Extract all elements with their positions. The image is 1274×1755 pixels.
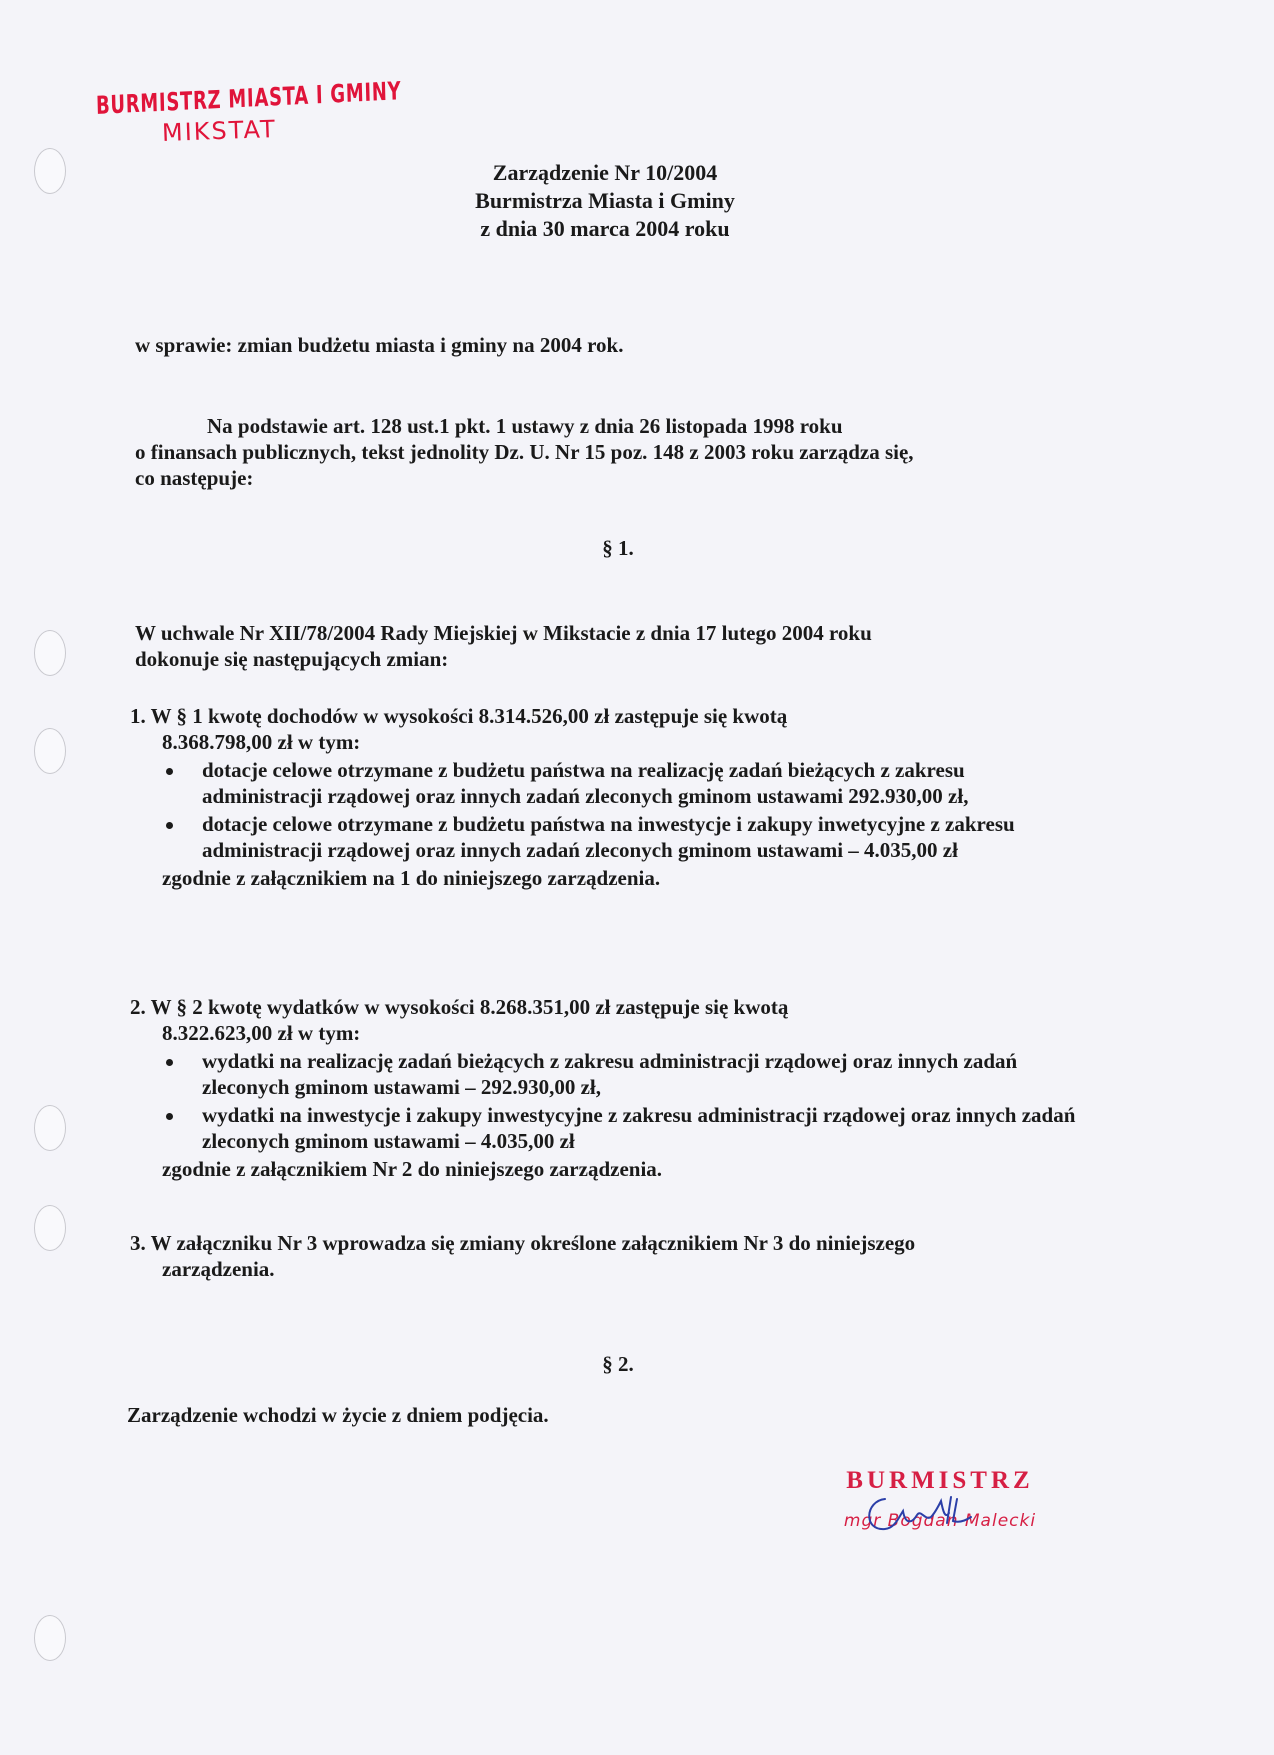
punch-hole [34, 1615, 66, 1661]
intro-paragraph [135, 620, 1085, 672]
signatory-name: mgr Bogdan Malecki [843, 1511, 1037, 1531]
document-header [420, 159, 790, 243]
office-stamp [95, 76, 520, 147]
bullet-icon [166, 1113, 173, 1120]
section-1-heading: § 1. [602, 536, 634, 560]
handwritten-signature-icon [855, 1487, 995, 1547]
punch-hole [34, 148, 66, 194]
final-provision: Zarządzenie wchodzi w życie z dniem podjęcia. [127, 1403, 549, 1427]
change-item-3 [130, 1230, 1110, 1282]
bullet-icon [166, 1059, 173, 1066]
header-title: Zarządzenie Nr 10/2004 [492, 160, 718, 185]
bullet-text: wydatki na realizację zadań bieżących z zakresu administracji rządowej oraz innych zadań zleconych gminom ustawami – 292.930,00 zł, [202, 1049, 1018, 1099]
basis-line-1: Na podstawie art. 128 ust.1 pkt. 1 ustawy z dnia 26 listopada 1998 roku [207, 414, 843, 438]
item1-lead-amount: 8.368.798,00 zł w tym: [162, 730, 361, 754]
bullet-icon [166, 768, 173, 775]
item2-bullet-list [130, 1048, 1080, 1154]
item1-closing: zgodnie z załącznikiem na 1 do niniejszego zarządzenia. [162, 866, 661, 890]
list-item [130, 1048, 1080, 1100]
item3-lead-cont: zarządzenia. [162, 1257, 275, 1281]
bullet-text: wydatki na inwestycje i zakupy inwestycyjne z zakresu administracji rządowej oraz innych zadań zleconych gminom ustawami – 4.035,00 zł [202, 1103, 1076, 1153]
item2-closing: zgodnie z załącznikiem Nr 2 do niniejszego zarządzenia. [162, 1157, 663, 1181]
intro-line-1: W uchwale Nr XII/78/2004 Rady Miejskiej w Mikstacie z dnia 17 lutego 2004 roku [135, 621, 872, 645]
list-item [130, 1102, 1080, 1154]
signature-stamp [815, 1467, 1065, 1531]
punch-hole [34, 1105, 66, 1151]
stamp-line-1: BURMISTRZ MIASTA I GMINY [95, 76, 402, 120]
change-item-2 [130, 994, 1080, 1182]
subject-line: w sprawie: zmian budżetu miasta i gminy na 2004 rok. [135, 333, 624, 357]
section-2-heading: § 2. [602, 1352, 634, 1376]
bullet-text: dotacje celowe otrzymane z budżetu państwa na inwestycje i zakupy inwetycyjne z zakresu administracji rządowej oraz innych zadań zleconych gminom ustawami – 4.035,00 zł [202, 812, 1015, 862]
item1-lead: 1. W § 1 kwotę dochodów w wysokości 8.314.526,00 zł zastępuje się kwotą [130, 704, 788, 728]
bullet-text: dotacje celowe otrzymane z budżetu państwa na realizację zadań bieżących z zakresu administracji rządowej oraz innych zadań zleconych gminom ustawami 292.930,00 zł, [202, 758, 969, 808]
header-date: z dnia 30 marca 2004 roku [480, 216, 730, 241]
item2-lead-amount: 8.322.623,00 zł w tym: [162, 1021, 361, 1045]
list-item [130, 757, 1080, 809]
basis-line-2: o finansach publicznych, tekst jednolity Dz. U. Nr 15 poz. 148 z 2003 roku zarządza się, [135, 440, 914, 464]
bullet-icon [166, 822, 173, 829]
item2-lead: 2. W § 2 kwotę wydatków w wysokości 8.268.351,00 zł zastępuje się kwotą [130, 995, 789, 1019]
punch-hole [34, 1205, 66, 1251]
basis-line-3: co następuje: [135, 466, 254, 490]
signature-role: BURMISTRZ [846, 1467, 1034, 1494]
punch-hole [34, 728, 66, 774]
punch-hole [34, 630, 66, 676]
list-item [130, 811, 1080, 863]
header-issuer: Burmistrza Miasta i Gminy [475, 188, 735, 213]
item1-bullet-list [130, 757, 1080, 863]
legal-basis [135, 413, 1085, 491]
stamp-line-2: MIKSTAT [161, 114, 278, 147]
item3-lead: 3. W załączniku Nr 3 wprowadza się zmiany określone załącznikiem Nr 3 do niniejszego [130, 1231, 916, 1255]
change-item-1 [130, 703, 1080, 891]
intro-line-2: dokonuje się następujących zmian: [135, 647, 449, 671]
